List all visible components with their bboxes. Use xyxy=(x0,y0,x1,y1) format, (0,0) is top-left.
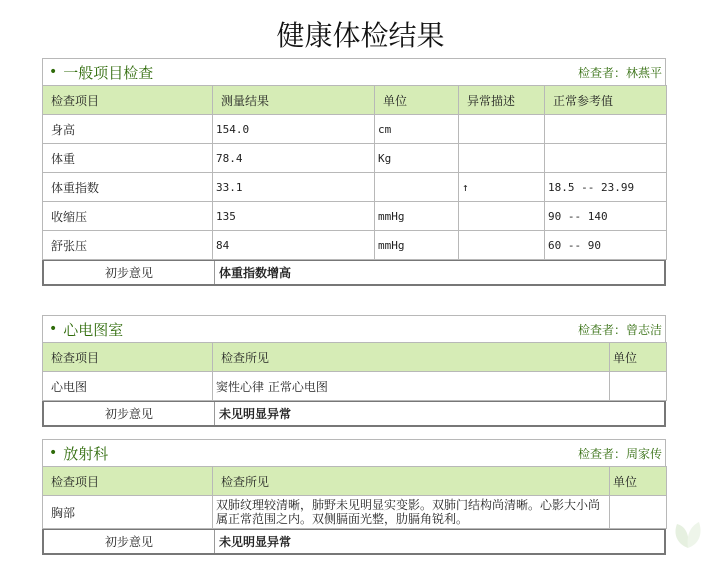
checker-name: 检查者：林燕平 xyxy=(577,65,662,80)
abnormal-cell xyxy=(459,202,545,231)
section-header xyxy=(42,439,666,466)
column-header: 测量结果 xyxy=(213,86,375,115)
unit-cell xyxy=(610,496,667,529)
summary-value: 未见明显异常 xyxy=(219,535,292,549)
summary-label: 初步意见 xyxy=(44,402,215,425)
section-title: 心电图室 xyxy=(63,320,124,339)
unit-cell: mmHg xyxy=(375,202,459,231)
unit-cell xyxy=(375,173,459,202)
reference-cell: 90 -- 140 xyxy=(545,202,667,231)
summary-label: 初步意见 xyxy=(44,261,215,284)
column-header: 单位 xyxy=(610,343,667,372)
section-radiology xyxy=(42,439,666,555)
abnormal-cell xyxy=(459,115,545,144)
table-header-row xyxy=(43,343,667,372)
table-row xyxy=(43,372,667,401)
bullet-icon: • xyxy=(49,321,58,337)
general-table xyxy=(42,85,667,260)
result-cell: 135 xyxy=(213,202,375,231)
column-header: 检查项目 xyxy=(43,467,213,496)
result-cell: 33.1 xyxy=(213,173,375,202)
result-cell: 78.4 xyxy=(213,144,375,173)
abnormal-cell xyxy=(459,144,545,173)
summary-row xyxy=(42,401,666,427)
column-header: 异常描述 xyxy=(459,86,545,115)
item-cell: 胸部 xyxy=(43,496,213,529)
column-header: 检查项目 xyxy=(43,86,213,115)
item-cell: 身高 xyxy=(43,115,213,144)
radiology-table xyxy=(42,466,667,529)
item-cell: 心电图 xyxy=(43,372,213,401)
ecg-table xyxy=(42,342,667,401)
finding-cell: 双肺纹理较清晰，肺野未见明显实变影。双肺门结构尚清晰。心影大小尚属正常范围之内。双侧膈面光整，肋膈角锐利。 xyxy=(213,496,610,529)
checker-name: 检查者：周家传 xyxy=(577,446,662,461)
column-header: 单位 xyxy=(610,467,667,496)
page-title: 健康体检结果 xyxy=(276,19,445,52)
result-cell: 84 xyxy=(213,231,375,260)
unit-cell: cm xyxy=(375,115,459,144)
reference-cell xyxy=(545,115,667,144)
column-header: 单位 xyxy=(375,86,459,115)
unit-cell xyxy=(610,372,667,401)
table-row xyxy=(43,231,667,260)
reference-cell xyxy=(545,144,667,173)
item-cell: 舒张压 xyxy=(43,231,213,260)
item-cell: 收缩压 xyxy=(43,202,213,231)
summary-value: 体重指数增高 xyxy=(219,266,292,280)
column-header: 检查所见 xyxy=(213,343,610,372)
section-title: 一般项目检查 xyxy=(63,63,154,82)
bullet-icon: • xyxy=(49,445,58,461)
summary-row xyxy=(42,260,666,286)
item-cell: 体重 xyxy=(43,144,213,173)
table-header-row xyxy=(43,86,667,115)
column-header: 检查项目 xyxy=(43,343,213,372)
table-row xyxy=(43,496,667,529)
summary-label: 初步意见 xyxy=(44,530,215,553)
reference-cell: 60 -- 90 xyxy=(545,231,667,260)
section-header xyxy=(42,58,666,85)
reference-cell: 18.5 -- 23.99 xyxy=(545,173,667,202)
leaf-logo-icon xyxy=(669,516,707,550)
column-header: 检查所见 xyxy=(213,467,610,496)
bullet-icon: • xyxy=(49,64,58,80)
table-row xyxy=(43,173,667,202)
result-cell: 154.0 xyxy=(213,115,375,144)
column-header: 正常参考值 xyxy=(545,86,667,115)
unit-cell: Kg xyxy=(375,144,459,173)
section-header xyxy=(42,315,666,342)
summary-value: 未见明显异常 xyxy=(219,407,292,421)
unit-cell: mmHg xyxy=(375,231,459,260)
table-header-row xyxy=(43,467,667,496)
checker-name: 检查者：曾志洁 xyxy=(577,322,662,337)
finding-cell: 窦性心律 正常心电图 xyxy=(213,372,610,401)
abnormal-cell xyxy=(459,231,545,260)
table-row xyxy=(43,115,667,144)
section-general xyxy=(42,58,666,286)
table-row xyxy=(43,144,667,173)
section-ecg xyxy=(42,315,666,427)
table-row xyxy=(43,202,667,231)
section-title: 放射科 xyxy=(63,444,109,463)
abnormal-arrow-icon: ↑ xyxy=(459,173,545,202)
summary-row xyxy=(42,529,666,555)
item-cell: 体重指数 xyxy=(43,173,213,202)
